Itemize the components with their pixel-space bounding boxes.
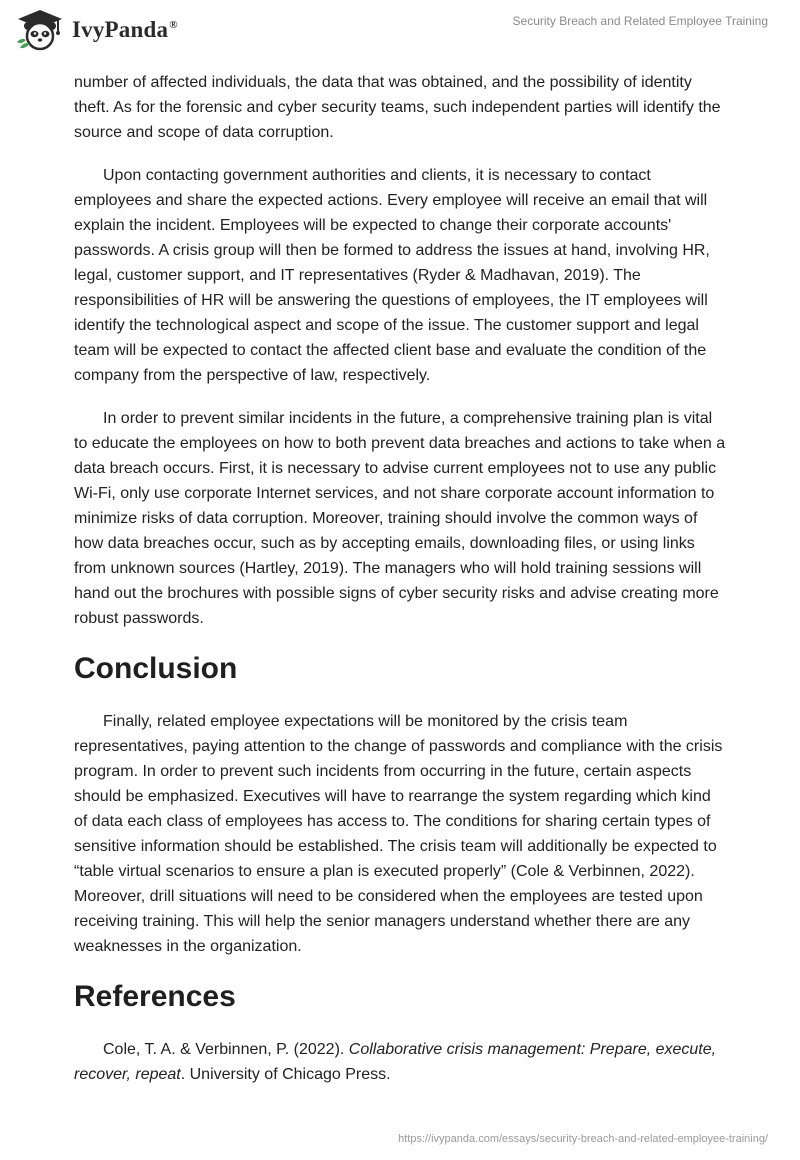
paragraph-contacting-employees: Upon contacting government authorities and clients, it is necessary to contact employees and share the expected actions. Every employee will receive an email that will explain the incident. Employees will be expected to change their corporate accounts' passwords. A crisis group will then be formed to address the issues at hand, involving HR, legal, customer support, and IT representatives (Ryder & Madhavan, 2019). The responsibilities of HR will be answering the questions of employees, the IT employees will identify the technological aspect and scope of the issue. The customer support and legal team will be expected to contact the affected client base and evaluate the condition of the company from the perspective of law, respectively. xyxy=(74,167,710,384)
ivypanda-logo[interactable] xyxy=(14,8,178,52)
source-url[interactable]: https://ivypanda.com/essays/security-breach-and-related-employee-training/ xyxy=(398,1133,768,1145)
paragraph-training-plan: In order to prevent similar incidents in the future, a comprehensive training plan is vital to educate the employees on how to both prevent data breaches and actions to take when a data breach occurs. First, it is necessary to advise current employees not to use any public Wi-Fi, only use corporate Internet services, and not share corporate account information to minimize risks of data corruption. Moreover, training should involve the common ways of how data breaches occur, such as by accepting emails, downloading files, or using links from unknown sources (Hartley, 2019). The managers who will hold training sessions will hand out the brochures with possible signs of cyber security risks and advise creating more robust passwords. xyxy=(74,410,726,627)
brand-name: IvyPanda® xyxy=(72,17,178,42)
reference-publisher: . University of Chicago Press. xyxy=(180,1066,391,1083)
document-title: Security Breach and Related Employee Training xyxy=(512,14,768,28)
page-header xyxy=(0,0,800,64)
panda-graduate-icon xyxy=(14,8,66,52)
reference-authors: Cole, T. A. & Verbinnen, P. (2022). xyxy=(103,1041,349,1058)
reference-title: Collaborative crisis management: Prepare, execute, recover, repeat xyxy=(74,1041,717,1083)
paragraph-continued: number of affected individuals, the data that was obtained, and the possibility of identity theft. As for the forensic and cyber security teams, such independent parties will identify the source and scope of data corruption. xyxy=(74,74,721,141)
references-heading: References xyxy=(74,980,236,1013)
paragraph-conclusion: Finally, related employee expectations will be monitored by the crisis team representatives, paying attention to the change of passwords and compliance with the crisis program. In order to prevent such incidents from occurring in the future, certain aspects should be emphasized. Executives will have to rearrange the system regarding which kind of data each class of employees has access to. The conditions for sharing certain types of sensitive information should be established. The crisis team will additionally be expected to “table virtual scenarios to ensure a plan is executed properly” (Cole & Verbinnen, 2022). Moreover, drill situations will need to be considered when the employees are tested upon receiving training. This will help the senior managers understand whether there are any weaknesses in the organization. xyxy=(74,713,723,955)
reference-entry xyxy=(74,1037,726,1087)
essay-content xyxy=(74,70,726,1105)
conclusion-heading: Conclusion xyxy=(74,652,238,685)
